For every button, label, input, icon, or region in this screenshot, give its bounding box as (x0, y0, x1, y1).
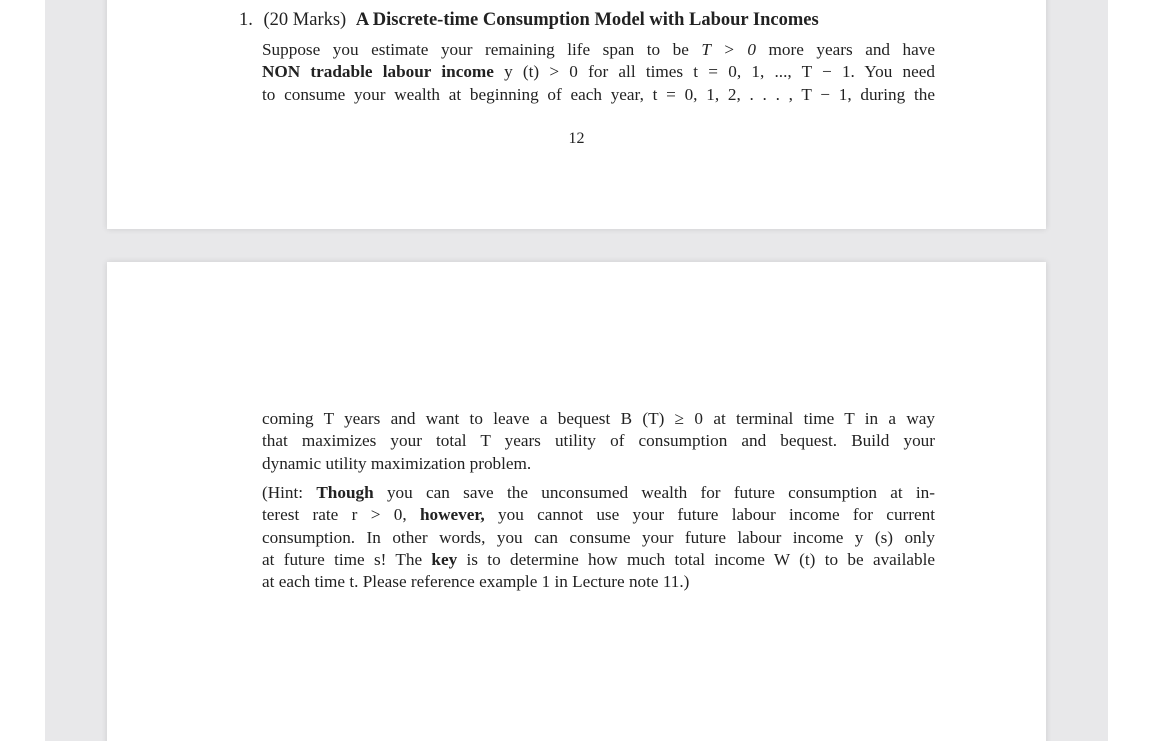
emphasis-key: key (431, 549, 458, 569)
emphasis-though: Though (316, 483, 374, 502)
question-number: 1. (239, 10, 253, 30)
pdf-page-12 (107, 0, 1046, 229)
paragraph-line: at each time t. Please reference example 1 in Lecture note 11.) (262, 572, 690, 592)
question-title: A Discrete-time Consumption Model with Labour Incomes (355, 10, 819, 30)
emphasis-non-tradable: NON tradable labour income (262, 62, 494, 82)
paragraph-line: consumption. In other words, you can consume your future labour income y (s) only (262, 527, 935, 547)
paragraph-line: that maximizes your total T years utility of consumption and bequest. Build your (262, 431, 935, 451)
question-marks: (20 Marks) (263, 10, 347, 30)
pdf-page-13 (107, 262, 1046, 741)
question-paragraph-start (262, 39, 935, 106)
document-viewer[interactable] (45, 0, 1108, 741)
paragraph-line: Suppose you estimate your remaining life span to be T > 0 more years and have (262, 40, 935, 59)
question-heading (239, 8, 819, 32)
paragraph-line: coming T years and want to leave a bequest B (T) ≥ 0 at terminal time T in a way (262, 409, 935, 428)
paragraph-line: at future time s! The key is to determine how much total income W (t) to be available (262, 549, 935, 569)
paragraph-line: (Hint: Though you can save the unconsumed wealth for future consumption at in- (262, 483, 935, 502)
page-number: 12 (568, 130, 585, 147)
hint-paragraph (262, 482, 935, 593)
paragraph-line: NON tradable labour income y (t) > 0 for all times t = 0, 1, ..., T − 1. You need (262, 62, 935, 82)
emphasis-however: however, (419, 505, 485, 525)
paragraph-line: to consume your wealth at beginning of each year, t = 0, 1, 2, . . . , T − 1, during the (262, 84, 935, 104)
paragraph-line: dynamic utility maximization problem. (262, 453, 532, 473)
paragraph-line: terest rate r > 0, however, you cannot use your future labour income for current (262, 505, 935, 525)
question-paragraph-continued (262, 408, 935, 475)
